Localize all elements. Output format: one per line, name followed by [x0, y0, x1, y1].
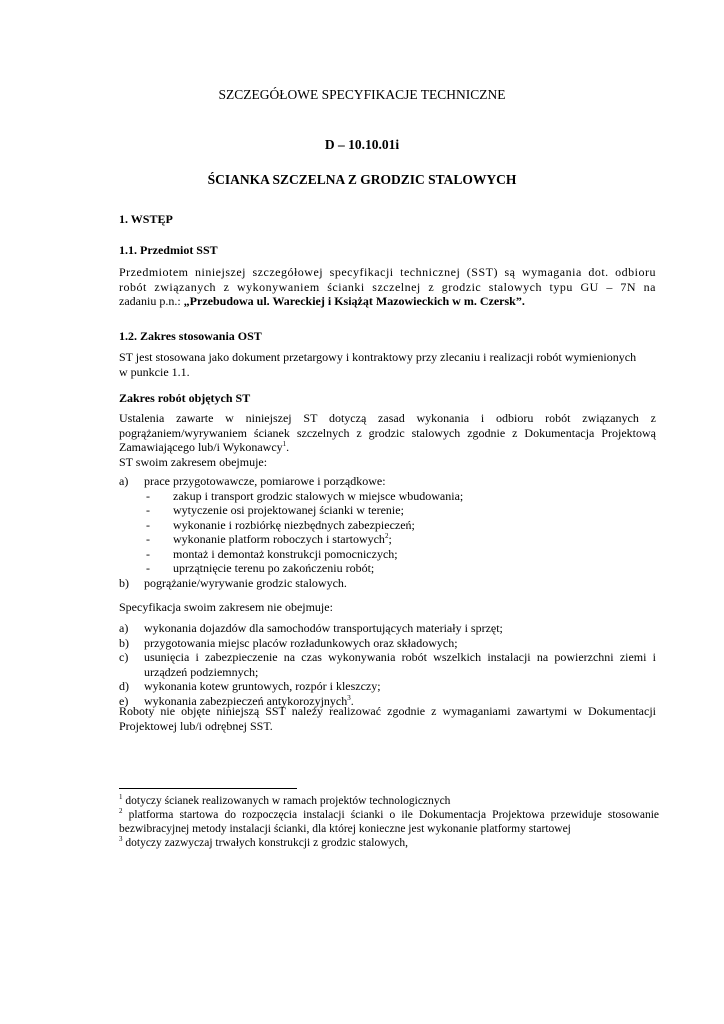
list-item-text: montaż i demontaż konstrukcji pomocniczych;: [173, 546, 398, 561]
footnote-number: 1: [119, 793, 123, 802]
item-text: wykonania zabezpieczeń antykorozyjnych: [144, 693, 348, 708]
list-item: [119, 636, 659, 651]
dash-marker: -: [146, 503, 150, 517]
exclusions-intro: Specyfikacja swoim zakresem nie obejmuje:: [119, 600, 333, 614]
dash-marker: -: [146, 517, 150, 532]
paragraph-line: ST jest stosowana jako dokument przetargowy i kontraktowy przy zlecaniu i realizacji robót wymienionych: [119, 350, 637, 364]
paragraph-line: robót związanych z wykonywaniem ścianki szczelnej z grodzic stalowych typu GU – 7N na: [119, 279, 656, 294]
item-text: ;: [388, 532, 392, 546]
dash-marker: -: [146, 532, 150, 546]
paragraph-line: Projektowej lub/i odrębnej SST.: [119, 718, 273, 733]
project-name: „Przebudowa ul. Wareckiej i Książąt Mazowieckich w m. Czersk”.: [183, 294, 525, 308]
list-item-text: wykonanie i rozbiórkę niezbędnych zabezpieczeń;: [173, 517, 415, 532]
paragraph-line: Przedmiotem niniejszej szczegółowej specyfikacji technicznej (SST) są wymagania dot. odbioru: [119, 265, 656, 279]
item-text: .: [350, 693, 354, 708]
list-item-text: wykonania kotew gruntowych, rozpór i kleszczy;: [144, 679, 381, 693]
list-item-text: uprzątnięcie terenu po zakończeniu robót;: [173, 561, 375, 575]
spec-code: D – 10.10.01i: [324, 137, 400, 152]
list-marker: e): [119, 693, 129, 708]
paragraph-line: Ustalenia zawarte w niniejszej ST dotyczą zasad wykonania i odbioru robót związanych z: [119, 411, 656, 425]
item-line: urządzeń podziemnych;: [144, 664, 259, 679]
list-item-text: wykonania dojazdów dla samochodów transportujących materiały i sprzęt;: [144, 621, 503, 635]
list-item: [119, 576, 659, 591]
paragraph-text: zadaniu p.n.:: [119, 294, 184, 308]
list-marker: d): [119, 679, 129, 693]
scope-heading: Zakres robót objętych ST: [119, 391, 251, 405]
sub-list-item: [119, 561, 659, 576]
footnote-ref-2: 2: [384, 532, 389, 540]
list-marker: b): [119, 575, 129, 590]
document-header: SZCZEGÓŁOWE SPECYFIKACJE TECHNICZNE: [218, 87, 506, 102]
footnote-text: dotyczy zazwyczaj trwałych konstrukcji z grodzic stalowych,: [122, 837, 408, 849]
list-item: [119, 679, 659, 694]
list-item-text: przygotowania miejsc placów rozładunkowych oraz składowych;: [144, 635, 458, 650]
footnote-line: [119, 808, 659, 822]
list-item: [119, 474, 659, 489]
item-text: wykonanie platform roboczych i startowych: [173, 532, 385, 546]
list-item: [119, 621, 659, 636]
section-1-2-paragraph: [119, 350, 656, 379]
sub-list-item: [119, 518, 659, 533]
dash-marker: -: [146, 561, 150, 575]
paragraph-line: Roboty nie objęte niniejszą SST należy realizować zgodnie z wymaganiami zawartymi w Dokumentacji: [119, 704, 656, 718]
section-1-1-heading: 1.1. Przedmiot SST: [119, 243, 218, 257]
footnote-number: 3: [119, 835, 123, 844]
paragraph-line: [119, 294, 656, 309]
paragraph-line: [119, 440, 656, 455]
footnote-text: dotyczy ścianek realizowanych w ramach projektów technologicznych: [122, 795, 451, 807]
sub-list-item: [119, 503, 659, 518]
paragraph-line: ST swoim zakresem obejmuje:: [119, 454, 268, 469]
footnote-1: [119, 794, 659, 808]
spec-title: ŚCIANKA SZCZELNA Z GRODZIC STALOWYCH: [207, 172, 517, 187]
closing-paragraph: [119, 704, 656, 733]
dash-marker: -: [146, 546, 150, 561]
list-item-text: wytyczenie osi projektowanej ścianki w terenie;: [173, 503, 404, 517]
paragraph-text: .: [286, 440, 290, 454]
list-marker: b): [119, 635, 129, 650]
footnote-line: bezwibracyjnej metody instalacji ścianki, dla której konieczne jest wykonanie platformy startowej: [119, 823, 571, 835]
exclusions-list: [119, 621, 659, 708]
footnote-text: platforma startowa do rozpoczęcia instalacji ścianki o ile Dokumentacja Projektowa przewiduje stosowanie: [122, 809, 659, 821]
list-item-text: prace przygotowawcze, pomiarowe i porządkowe:: [144, 474, 386, 488]
scope-paragraph: [119, 411, 656, 469]
footnote-3: [119, 836, 659, 850]
section-1-2-heading: 1.2. Zakres stosowania OST: [119, 329, 262, 343]
list-item-text: [173, 532, 392, 547]
list-item: [119, 650, 659, 679]
list-item-text: [144, 650, 656, 679]
list-item-text: zakup i transport grodzic stalowych w miejsce wbudowania;: [173, 488, 464, 503]
section-1-1-paragraph: [119, 265, 656, 309]
paragraph-line: w punkcie 1.1.: [119, 364, 190, 379]
footnote-number: 2: [119, 807, 123, 816]
scope-list: [119, 474, 659, 590]
list-marker: a): [119, 621, 129, 635]
paragraph-line: pogrążaniem/wyrywaniem ścianek szczelnych z grodzic stalowych zgodnie z Dokumentacja Projektową: [119, 425, 656, 440]
sub-list-item: [119, 489, 659, 504]
list-marker: a): [119, 474, 129, 488]
dash-marker: -: [146, 488, 150, 503]
list-marker: c): [119, 650, 129, 664]
footnote-ref-3: 3: [347, 693, 351, 702]
item-line: usunięcia i zabezpieczenie na czas wykonywania robót wszelkich instalacji na powierzchni ziemi i: [144, 650, 656, 664]
sub-list-item: [119, 532, 659, 547]
footnote-separator: [119, 788, 297, 789]
footnote-ref-1: 1: [282, 440, 287, 448]
list-item-text: pogrążanie/wyrywanie grodzic stalowych.: [144, 575, 347, 590]
footnote-2: [119, 808, 659, 836]
section-1-heading: 1. WSTĘP: [119, 212, 173, 226]
paragraph-text: Zamawiającego lub/i Wykonawcy: [119, 440, 283, 454]
sub-list-item: [119, 547, 659, 562]
